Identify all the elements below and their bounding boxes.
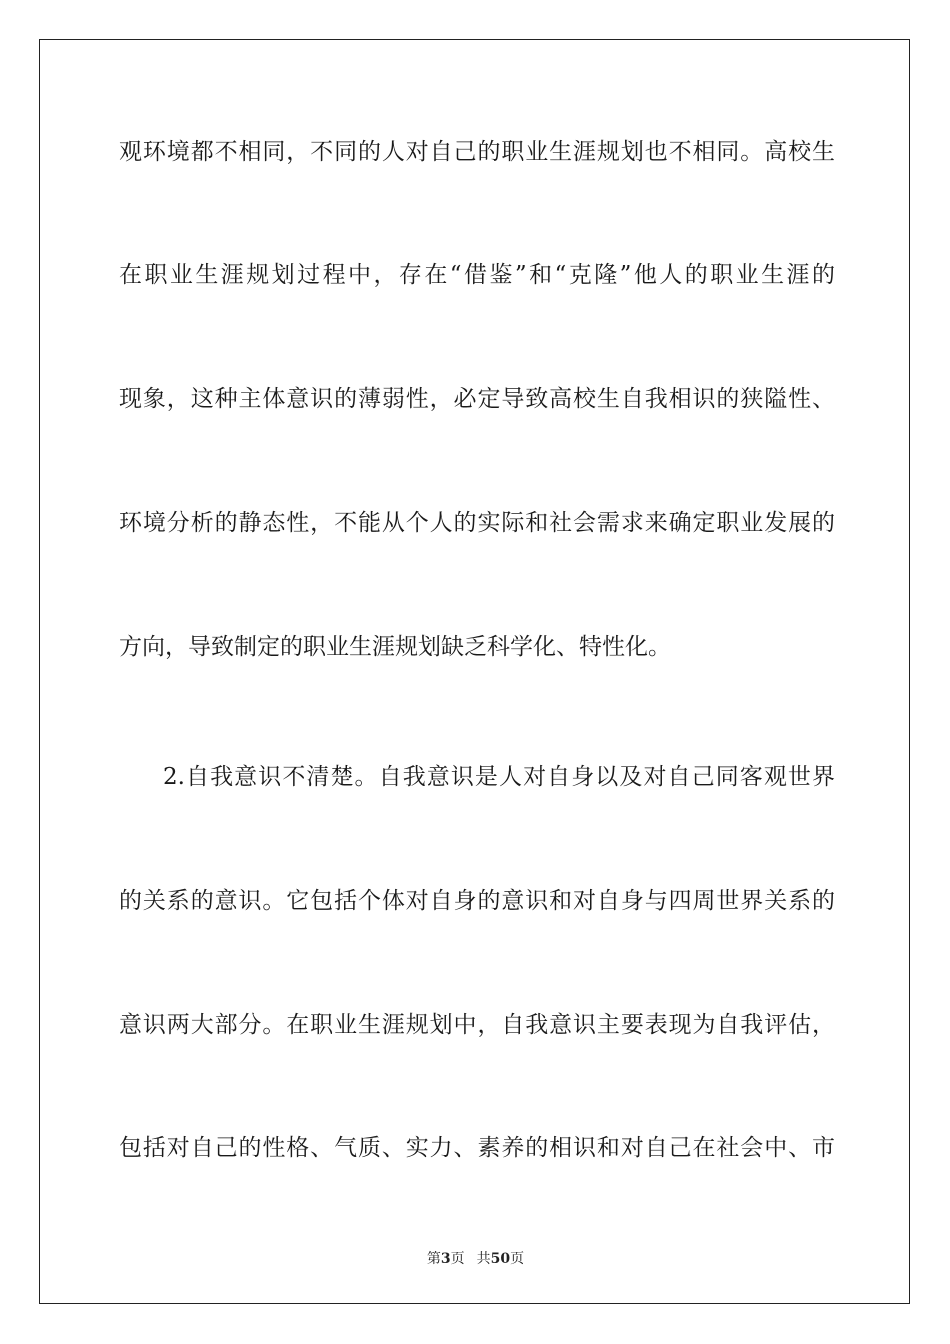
- body-line-2: 在职业生涯规划过程中，存在“借鉴”和“克隆”他人的职业生涯的: [119, 262, 835, 288]
- body-line-6: 2.自我意识不清楚。自我意识是人对自身以及对自己同客观世界: [163, 764, 835, 790]
- body-line-8: 意识两大部分。在职业生涯规划中，自我意识主要表现为自我评估，: [119, 1012, 835, 1038]
- body-line-7: 的关系的意识。它包括个体对自身的意识和对自身与四周世界关系的: [119, 888, 835, 914]
- page-footer: [40, 1248, 911, 1268]
- body-line-1: 观环境都不相同，不同的人对自己的职业生涯规划也不相同。高校生: [119, 139, 835, 165]
- page-prefix: 第: [426, 1251, 441, 1267]
- page-number: 3: [440, 1251, 451, 1267]
- total-prefix: 共: [476, 1251, 491, 1267]
- total-pages: 50: [490, 1251, 511, 1267]
- body-line-4: 环境分析的静态性，不能从个人的实际和社会需求来确定职业发展的: [119, 510, 835, 536]
- body-line-3: 现象，这种主体意识的薄弱性，必定导致高校生自我相识的狭隘性、: [119, 386, 835, 412]
- body-line-5: 方向，导致制定的职业生涯规划缺乏科学化、特性化。: [119, 634, 671, 660]
- body-line-9: 包括对自己的性格、气质、实力、素养的相识和对自己在社会中、市: [119, 1135, 835, 1161]
- total-suffix: 页: [510, 1251, 525, 1267]
- page-suffix: 页: [450, 1251, 465, 1267]
- document-page: [39, 39, 910, 1304]
